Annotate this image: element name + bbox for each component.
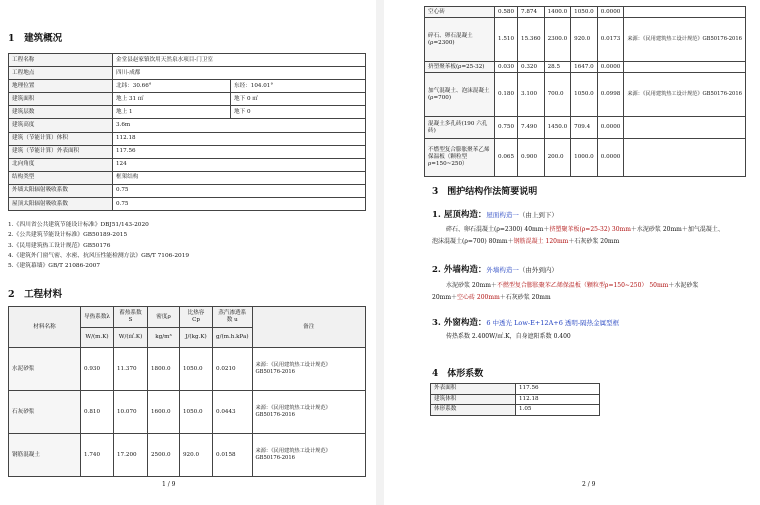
material-vapor-permeability: 0.0173 (597, 18, 624, 62)
overview-row (9, 54, 366, 67)
wall-insulation-layer: 不燃型复合膨胀聚苯乙烯保温板（颗粒型ρ=150~250） 50mm (496, 282, 669, 289)
material-note-standard: GB50176-2016 (255, 412, 295, 418)
material-density: 2500.0 (148, 434, 180, 477)
material-note-standard: GB50176-2016 (255, 455, 295, 461)
col-specific-heat: 比热容 Cp (180, 307, 213, 328)
overview-value: 北纬：30.66° (113, 80, 231, 93)
overview-value: 框架结构 (113, 171, 366, 184)
material-heat-storage: 0.320 (518, 62, 545, 73)
material-name: 挤塑聚苯板(ρ=25-32) (425, 62, 495, 73)
material-density: 2300.0 (544, 18, 571, 62)
overview-label: 建筑面积 (9, 93, 113, 106)
shape-value: 1.05 (516, 405, 600, 416)
material-note-source: 来源：《民用建筑热工设计规范》 (255, 448, 331, 455)
section-4-heading: 4 体形系数 (432, 369, 484, 379)
material-row (425, 73, 746, 117)
wall-layer-text: 20mm＋ (432, 294, 458, 301)
shape-row (431, 394, 600, 405)
overview-value: 112.18 (113, 132, 366, 145)
overview-row (9, 93, 366, 106)
material-specific-heat: 1050.0 (571, 7, 598, 18)
material-note (624, 73, 746, 117)
overview-label: 地理位置 (9, 80, 113, 93)
shape-label: 建筑体积 (431, 394, 516, 405)
material-specific-heat: 1050.0 (180, 348, 213, 391)
document-page-2 (384, 0, 760, 505)
material-density: 1800.0 (148, 348, 180, 391)
shape-coefficient-table (430, 383, 600, 416)
overview-row (9, 171, 366, 184)
material-conductivity: 0.930 (81, 348, 114, 391)
col-conductivity: 导热系数λ (81, 307, 114, 328)
document-page-1 (0, 0, 376, 505)
overview-value: 地上 31 ㎡ (113, 93, 231, 106)
overview-label: 建筑高度 (9, 119, 113, 132)
col-material-name: 材料名称 (9, 307, 81, 348)
material-conductivity: 0.180 (495, 73, 518, 117)
material-conductivity: 0.810 (81, 391, 114, 434)
material-conductivity: 0.580 (495, 7, 518, 18)
material-note-source: 来源：《民用建筑热工设计规范》GB50176-2016 (627, 91, 742, 98)
overview-value: 地上 1 (113, 106, 231, 119)
material-note (624, 117, 746, 139)
overview-value: 0.75 (113, 198, 366, 211)
reference-item: 3.《民用建筑热工设计规范》GB50176 (8, 242, 111, 249)
overview-label: 建筑（节能计算）体积 (9, 132, 113, 145)
overview-value-2: 地下 0 ㎡ (231, 93, 366, 106)
section-2-heading: 2 工程材料 (8, 289, 63, 300)
material-note (624, 18, 746, 62)
roof-title: 1. 屋顶构造： (432, 210, 487, 220)
material-heat-storage: 11.370 (114, 348, 148, 391)
material-density: 700.0 (544, 73, 571, 117)
wall-structure-layer: 空心砖 200mm (457, 294, 500, 301)
material-heat-storage: 17.200 (114, 434, 148, 477)
col-heat-storage: 蓄热系数 S (114, 307, 148, 328)
overview-label: 建筑层数 (9, 106, 113, 119)
page-number: 1 / 9 (162, 481, 176, 488)
wall-construction-heading (432, 263, 558, 275)
overview-label: 工程名称 (9, 54, 113, 67)
col-density: 密度ρ (148, 307, 180, 328)
material-density: 1450.0 (544, 117, 571, 139)
material-specific-heat: 1647.0 (571, 62, 598, 73)
page-number: 2 / 9 (582, 481, 596, 488)
roof-construction-heading (432, 208, 558, 220)
material-specific-heat: 1050.0 (180, 391, 213, 434)
material-note-standard: GB50176-2016 (255, 369, 295, 375)
material-density: 1400.0 (544, 7, 571, 18)
material-note (624, 139, 746, 177)
material-name: 混凝土多孔砖(190 六孔砖) (425, 117, 495, 139)
window-assembly-link[interactable]: 6 中透光 Low-E+12A+6 透明-隔热金属型框 (486, 319, 620, 327)
overview-value: 金堂县赵家镇饮用天然泉水项目-门卫室 (113, 54, 366, 67)
window-title: 3. 外窗构造： (432, 318, 487, 328)
roof-order: （由上到下） (518, 211, 558, 219)
roof-layers-line-2 (432, 236, 619, 248)
overview-row (9, 198, 366, 211)
section-1-heading: 1 建筑概况 (8, 33, 63, 44)
overview-row (9, 145, 366, 158)
window-construction-heading (432, 316, 619, 328)
material-row (425, 117, 746, 139)
material-row (425, 62, 746, 73)
overview-label: 工程地点 (9, 67, 113, 80)
page-gutter (376, 0, 384, 505)
material-note-source: 来源：《民用建筑热工设计规范》 (255, 362, 331, 369)
material-heat-storage: 15.360 (518, 18, 545, 62)
material-heat-storage: 7.490 (518, 117, 545, 139)
material-row (425, 18, 746, 62)
material-vapor-permeability: 0.0000 (597, 139, 624, 177)
wall-layers-line-1 (446, 280, 698, 292)
overview-row (9, 106, 366, 119)
overview-row (9, 184, 366, 197)
materials-table-continued (424, 6, 746, 177)
material-conductivity: 0.065 (495, 139, 518, 177)
material-conductivity: 0.030 (495, 62, 518, 73)
overview-label: 屋顶太阳辐射吸收系数 (9, 198, 113, 211)
overview-row (9, 67, 366, 80)
wall-title: 2. 外墙构造： (432, 265, 487, 275)
wall-assembly-link[interactable]: 外墙构造一 (486, 266, 519, 274)
material-name: 水泥砂浆 (9, 348, 81, 391)
reference-item: 4.《建筑外门窗气密、水密、抗风压性能检测方法》GB/T 7106-2019 (8, 252, 190, 259)
material-vapor-permeability: 0.0158 (213, 434, 253, 477)
material-vapor-permeability: 0.0998 (597, 73, 624, 117)
material-note (252, 434, 365, 477)
material-specific-heat: 920.0 (180, 434, 213, 477)
col-note: 备注 (252, 307, 365, 348)
overview-value: 117.56 (113, 145, 366, 158)
roof-assembly-link[interactable]: 屋面构造一 (486, 211, 519, 219)
material-row (425, 7, 746, 18)
material-specific-heat: 920.0 (571, 18, 598, 62)
material-row (9, 434, 366, 477)
material-density: 200.0 (544, 139, 571, 177)
material-heat-storage: 10.070 (114, 391, 148, 434)
material-heat-storage: 3.100 (518, 73, 545, 117)
shape-label: 体形系数 (431, 405, 516, 416)
material-note (252, 348, 365, 391)
overview-value-2: 东经：104.01° (231, 80, 366, 93)
roof-layer-text: 泡沫混凝土(ρ=700) 80mm＋ (432, 238, 514, 245)
material-conductivity: 1.740 (81, 434, 114, 477)
wall-layers-line-2 (432, 292, 551, 304)
shape-label: 外表面积 (431, 384, 516, 395)
material-vapor-permeability: 0.0210 (213, 348, 253, 391)
material-specific-heat: 709.4 (571, 117, 598, 139)
shape-value: 112.18 (516, 394, 600, 405)
shape-value: 117.56 (516, 384, 600, 395)
roof-insulation-layer: 挤塑聚苯板(ρ=25-32) 30mm (549, 226, 631, 233)
overview-row (9, 119, 366, 132)
material-specific-heat: 1050.0 (571, 73, 598, 117)
overview-value: 3.6m (113, 119, 366, 132)
roof-layer-text: ＋石灰砂浆 20mm (568, 238, 620, 245)
reference-item: 1.《四川省公共建筑节能设计标准》DBJ51/143-2020 (8, 222, 149, 228)
material-name: 碎石、卵石混凝土(ρ=2300) (425, 18, 495, 62)
material-name: 不燃型复合膨胀聚苯乙烯保温板（颗粒型ρ=150~250） (425, 139, 495, 177)
col-vapor-permeability: 蒸汽渗透系数 u (213, 307, 253, 328)
material-name: 加气混凝土、泡沫混凝土(ρ=700) (425, 73, 495, 117)
overview-label: 结构类型 (9, 171, 113, 184)
material-vapor-permeability: 0.0000 (597, 7, 624, 18)
material-name: 钢筋混凝土 (9, 434, 81, 477)
material-name: 石灰砂浆 (9, 391, 81, 434)
roof-structure-layer: 钢筋混凝土 120mm (513, 238, 569, 245)
wall-layer-text: 水泥砂浆 20mm＋ (446, 282, 497, 289)
material-density: 1600.0 (148, 391, 180, 434)
material-note-source: 来源：《民用建筑热工设计规范》 (255, 405, 331, 412)
material-note-source: 来源：《民用建筑热工设计规范》GB50176-2016 (627, 36, 742, 43)
overview-value: 四川-成都 (113, 67, 366, 80)
wall-layer-text: ＋石灰砂浆 20mm (499, 294, 551, 301)
material-vapor-permeability: 0.0000 (597, 117, 624, 139)
shape-row (431, 384, 600, 395)
materials-table (8, 306, 366, 477)
material-heat-storage: 0.900 (518, 139, 545, 177)
overview-row (9, 80, 366, 93)
roof-layers-line-1 (446, 224, 724, 236)
material-row (9, 391, 366, 434)
roof-layer-text: 碎石、卵石混凝土(ρ=2300) 40mm＋ (446, 226, 550, 233)
unit-density: kg/m³ (148, 328, 180, 348)
unit-conductivity: W/(m.K) (81, 328, 114, 348)
overview-row (9, 158, 366, 171)
material-conductivity: 1.510 (495, 18, 518, 62)
overview-row (9, 132, 366, 145)
overview-label: 外墙太阳辐射吸收系数 (9, 184, 113, 197)
reference-item: 5.《建筑幕墙》GB/T 21086-2007 (8, 263, 101, 270)
overview-label: 北向角度 (9, 158, 113, 171)
overview-value: 124 (113, 158, 366, 171)
material-note (252, 391, 365, 434)
window-properties: 传热系数 2.400W/㎡.K，自身遮阳系数 0.400 (446, 333, 571, 340)
building-overview-table (8, 53, 366, 211)
section-3-heading: 3 围护结构作法简要说明 (432, 187, 538, 197)
material-heat-storage: 7.874 (518, 7, 545, 18)
shape-row (431, 405, 600, 416)
overview-value: 0.75 (113, 184, 366, 197)
overview-label: 建筑（节能计算）外表面积 (9, 145, 113, 158)
unit-specific-heat: J/(kg.K) (180, 328, 213, 348)
material-density: 28.5 (544, 62, 571, 73)
material-note (624, 62, 746, 73)
material-row (9, 348, 366, 391)
material-note (624, 7, 746, 18)
material-vapor-permeability: 0.0443 (213, 391, 253, 434)
unit-vapor-permeability: g/(m.h.kPa) (213, 328, 253, 348)
material-row (425, 139, 746, 177)
material-vapor-permeability: 0.0000 (597, 62, 624, 73)
overview-value-2: 地下 0 (231, 106, 366, 119)
material-name: 空心砖 (425, 7, 495, 18)
roof-layer-text: ＋水泥砂浆 20mm＋加气混凝土、 (630, 226, 724, 233)
wall-layer-text: ＋水泥砂浆 (668, 282, 699, 289)
material-specific-heat: 1000.0 (571, 139, 598, 177)
wall-order: （由外到内） (518, 266, 558, 274)
unit-heat-storage: W/(㎡.K) (114, 328, 148, 348)
material-conductivity: 0.750 (495, 117, 518, 139)
reference-item: 2.《公共建筑节能设计标准》GB50189-2015 (8, 232, 128, 239)
reference-standards-list (8, 220, 189, 271)
